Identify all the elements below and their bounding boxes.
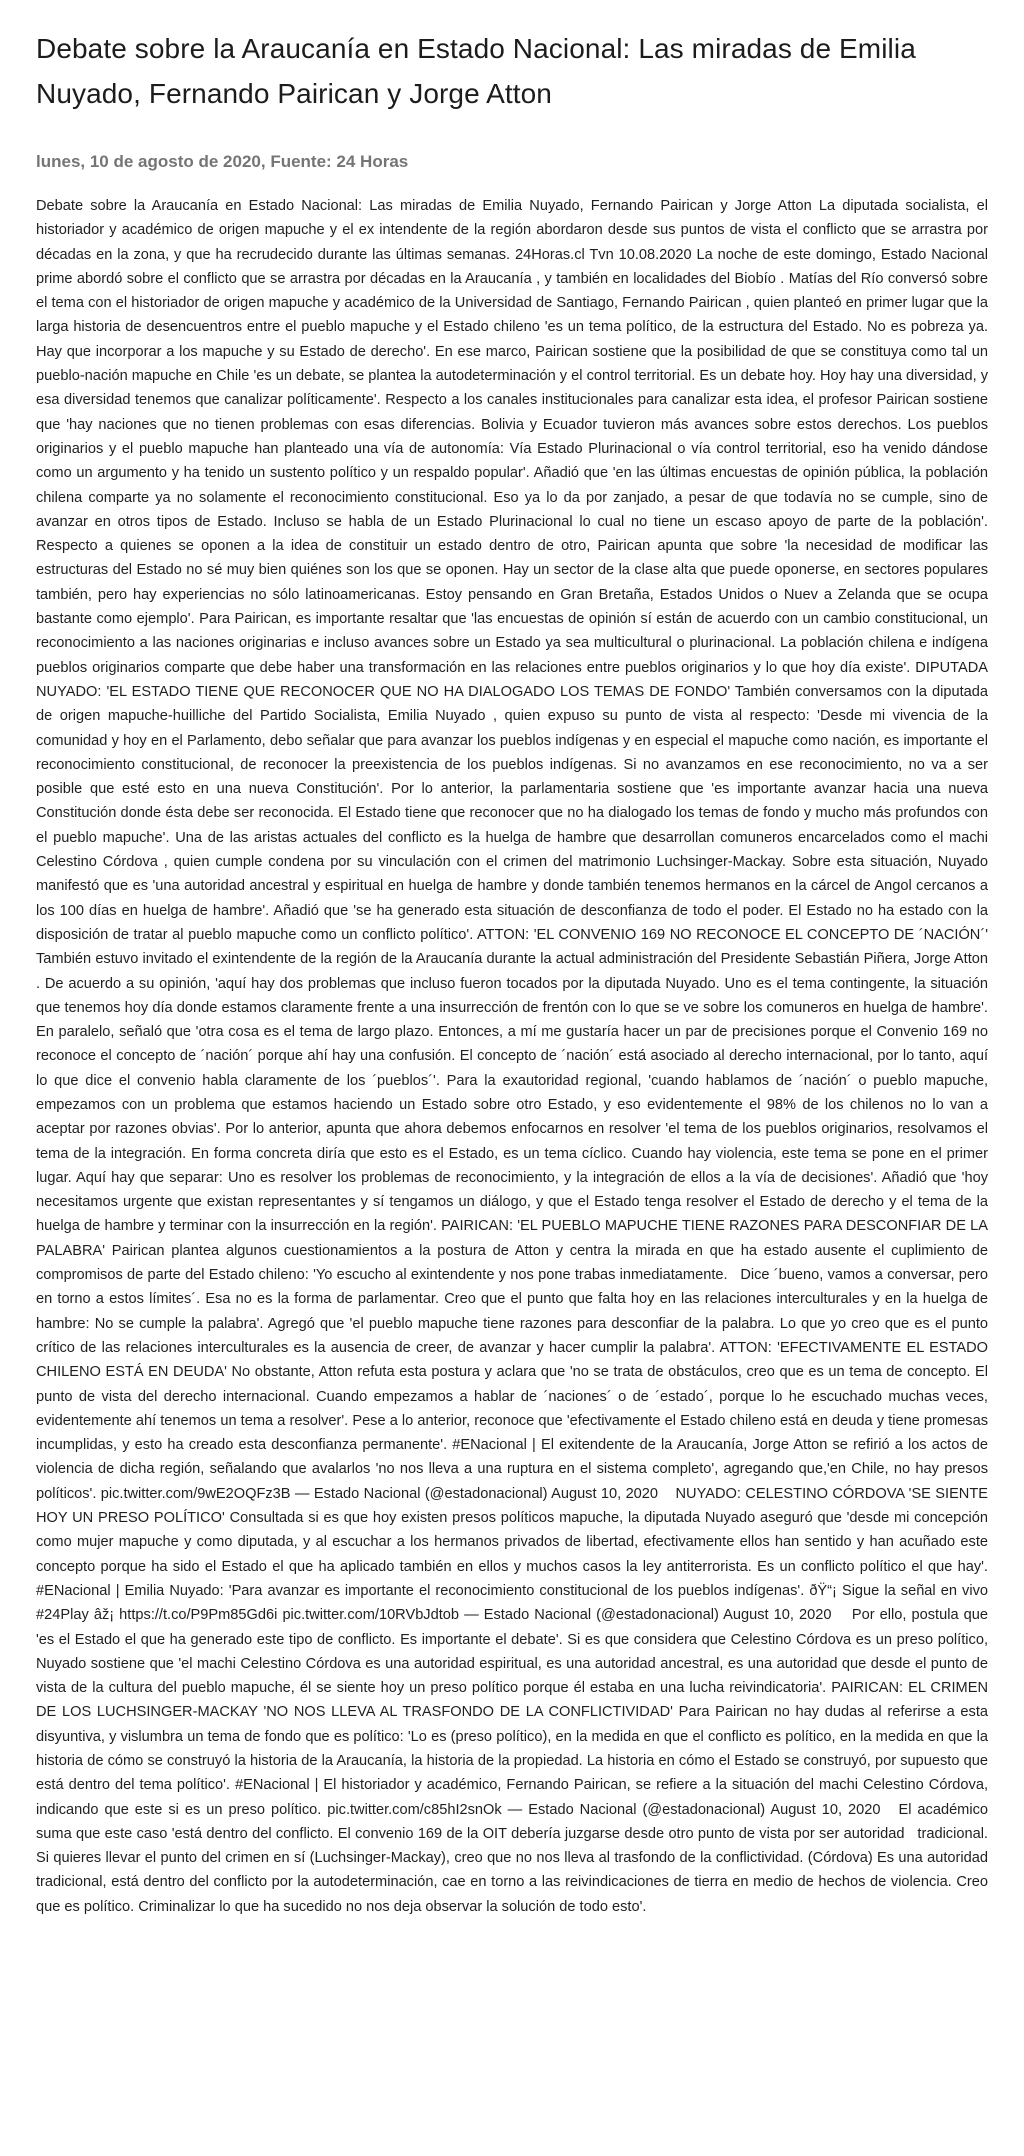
page-title: Debate sobre la Araucanía en Estado Nacional: Las miradas de Emilia Nuyado, Fernando Pairican y Jorge Atton — [36, 33, 916, 109]
article-date-source: lunes, 10 de agosto de 2020, Fuente: 24 Horas — [36, 152, 409, 171]
article-body-text: Debate sobre la Araucanía en Estado Nacional: Las miradas de Emilia Nuyado, Fernando Pairican y Jorge Atton La diputada socialista, el historiador y académico de origen mapuche y el ex intendente de la región abordaron desde sus puntos de vista el conflicto que se arrastra por décadas en la zona, y que ha recrudecido durante las últimas semanas. 24Horas.cl Tvn 10.08.2020 La noche de este domingo, Estado Nacional prime abordó sobre el conflicto que se arrastra por décadas en la Araucanía , y también en localidades del Biobío . Matías del Río conversó sobre el tema con el historiador de origen mapuche y académico de la Universidad de Santiago, Fernando Pairican , quien planteó en primer lugar que la larga historia de desencuentros entre el pueblo mapuche y el Estado chileno 'es un tema político, de la estructura del Estado. No es pobreza ya. Hay que incorporar a los mapuche y su Estado de derecho'. En ese marco, Pairican sostiene que la posibilidad de que se constituya como tal un pueblo-nación mapuche en Chile 'es un debate, se plantea la autodeterminación y el control territorial. Es un debate hoy. Hoy hay una diversidad, y esa diversidad tenemos que canalizar políticamente'. Respecto a los canales institucionales para canalizar esta idea, el profesor Pairican sostiene que 'hay naciones que no tienen problemas con esas diferencias. Bolivia y Ecuador tuvieron más avances sobre estos derechos. Los pueblos originarios y el pueblo mapuche han planteado una vía de autonomía: Vía Estado Plurinacional o vía control territorial, eso ha venido dándose como un argumento y ha tenido un sustento político y un respaldo popular'. Añadió que 'en las últimas encuestas de opinión pública, la población chilena comparte ya no solamente el reconocimiento constitucional. Eso ya lo da por zanjado, a pesar de que todavía no se cumple, sino de avanzar en otros tipos de Estado. Incluso se habla de un Estado Plurinacional lo cual no tiene un escaso apoyo de parte de la población'. Respecto a quienes se oponen a la idea de constituir un estado dentro de otro, Pairican apunta que sobre 'la necesidad de modificar las estructuras del Estado no sé muy bien quiénes son los que se oponen. Hay un sector de la clase alta que puede oponerse, en sectores populares también, pero hay experiencias no sólo latinoamericanas. Estoy pensando en Gran Bretaña, Estados Unidos o Nuev a Zelanda que se ocupa bastante como ejemplo'. Para Pairican, es importante resaltar que 'las encuestas de opinión sí están de acuerdo con un cambio constitucional, un reconocimiento a las naciones originarias e incluso avances sobre un Estado ya sea multicultural o plurinacional. La población chilena e indígena pueblos originarios comparte que debe haber una transformación en las relaciones entre pueblos originarios y lo que hoy día existe'. DIPUTADA NUYADO: 'EL ESTADO TIENE QUE RECONOCER QUE NO HA DIALOGADO LOS TEMAS DE FONDO' También conversamos con la diputada de origen mapuche-huilliche del Partido Socialista, Emilia Nuyado , quien expuso su punto de vista al respecto: 'Desde mi vivencia de la comunidad y hoy en el Parlamento, debo señalar que para avanzar los pueblos indígenas y en especial el mapuche como nación, es importante el reconocimiento constitucional, de reconocer la preexistencia de los pueblos indígenas. Si no avanzamos en ese reconocimiento, no va a ser posible que esté esto en una nueva Constitución'. Por lo anterior, la parlamentaria sostiene que 'es importante avanzar hacia una nueva Constitución donde ésta debe ser reconocida. El Estado tiene que reconocer que no ha dialogado los temas de fondo y mucho más profundos con el pueblo mapuche'. Una de las aristas actuales del conflicto es la huelga de hambre que desarrollan comuneros encarcelados como el machi Celestino Córdova , quien cumple condena por su vinculación con el crimen del matrimonio Luchsinger-Mackay. Sobre esta situación, Nuyado manifestó que es 'una autoridad ancestral y espiritual en huelga de hambre y donde también tenemos hermanos en la cárcel de Angol cercanos a los 100 días en huelga de hambre'. Añadió que 'se ha generado esta situación de desconfianza de todo el poder. El Estado no ha estado con la disposición de tratar al pueblo mapuche como un conflicto político'. ATTON: 'EL CONVENIO 169 NO RECONOCE EL CONCEPTO DE ´NACIÓN´' También estuvo invitado el exintendente de la región de la Araucanía durante la actual administración del Presidente Sebastián Piñera, Jorge Atton . De acuerdo a su opinión, 'aquí hay dos problemas que incluso fueron tocados por la diputada Nuyado. Uno es el tema contingente, la situación que tenemos hoy día donde estamos claramente frente a una insurrección de frentón con lo que se ve sobre los comuneros en huelga de hambre'. En paralelo, señaló que 'otra cosa es el tema de largo plazo. Entonces, a mí me gustaría hacer un par de precisiones porque el Convenio 169 no reconoce el concepto de ´nación´ porque ahí hay una confusión. El concepto de ´nación´ está asociado al derecho internacional, por lo tanto, aquí lo que dice el convenio habla claramente de los ´pueblos´'. Para la exautoridad regional, 'cuando hablamos de ´nación´ o pueblo mapuche, empezamos con un problema que estamos haciendo un Estado sobre otro Estado, y eso evidentemente el 98% de los chilenos no lo van a aceptar por razones obvias'. Por lo anterior, apunta que ahora debemos enfocarnos en resolver 'el tema de los pueblos originarios, resolvamos el tema de la integración. En forma concreta diría que esto es el Estado, es un tema cíclico. Cuando hay violencia, este tema se pone en el primer lugar. Aquí hay que separar: Uno es resolver los problemas de reconocimiento, y la integración de ellos a la vía de decisiones'. Añadió que 'hoy necesitamos urgente que existan representantes y sí tengamos un diálogo, y que el Estado tenga resolver el Estado de derecho y el tema de la huelga de hambre y terminar con la insurrección en la región'. PAIRICAN: 'EL PUEBLO MAPUCHE TIENE RAZONES PARA DESCONFIAR DE LA PALABRA' Pairican plantea algunos cuestionamientos a la postura de Atton y centra la mirada en que ha estado ausente el cuplimiento de compromisos de parte del Estado chileno: 'Yo escucho al exintendente y nos pone trabas inmediatamente. Dice ´bueno, vamos a conversar, pero en torno a estos límites´. Esa no es la forma de parlamentar. Creo que el punto que falta hoy en las relaciones interculturales y en la huelga de hambre: No se cumple la palabra'. Agregó que 'el pueblo mapuche tiene razones para desconfiar de la palabra. Lo que yo creo que es el punto crítico de las relaciones interculturales es la ausencia de creer, de avanzar y hacer cumplir la palabra'. ATTON: 'EFECTIVAMENTE EL ESTADO CHILENO ESTÁ EN DEUDA' No obstante, Atton refuta esta postura y aclara que 'no se trata de obstáculos, creo que es un tema de concepto. El punto de vista del derecho internacional. Cuando empezamos a hablar de ´naciones´ o de ´estado´, porque lo he escuchado muchas veces, evidentemente ahí tenemos un tema a resolver'. Pese a lo anterior, reconoce que 'efectivamente el Estado chileno está en deuda y tiene promesas incumplidas, y esto ha creado esta desconfianza permanente'. #ENacional | El exitendente de la Araucanía, Jorge Atton se refirió a los actos de violencia de dicha región, señalando que avalarlos 'no nos lleva a una ruptura en el sistema completo', agregando que,'en Chile, no hay presos políticos'. pic.twitter.com/9wE2OQFz3B — Estado Nacional (@estadonacional) August 10, 2020 NUYADO: CELESTINO CÓRDOVA 'SE SIENTE HOY UN PRESO POLÍTICO' Consultada si es que hoy existen presos políticos mapuche, la diputada Nuyado aseguró que 'desde mi concepción como mujer mapuche y como diputada, y al escuchar a los hermanos privados de libertad, efectivamente ellos han sentido y han acuñado este concepto porque ha sido el Estado el que ha aplicado también en ellos y muchos casos la ley antiterrorista. Es un conflicto político el que hay'. #ENacional | Emilia Nuyado: 'Para avanzar es importante el reconocimiento constitucional de los pueblos indígenas'. ðŸ“¡ Sigue la señal en vivo #24Play âž¡ https://t.co/P9Pm85Gd6i pic.twitter.com/10RVbJdtob — Estado Nacional (@estadonacional) August 10, 2020 Por ello, postula que 'es el Estado el que ha generado este tipo de conflicto. Es importante el debate'. Si es que considera que Celestino Córdova es un preso político, Nuyado sostiene que 'el machi Celestino Córdova es una autoridad espiritual, es una autoridad ancestral, es una autoridad que desde el punto de vista de la cultura del pueblo mapuche, él se siente hoy un preso político porque él estaba en una lucha reivindicatoria'. PAIRICAN: EL CRIMEN DE LOS LUCHSINGER-MACKAY 'NO NOS LLEVA AL TRASFONDO DE LA CONFLICTIVIDAD' Para Pairican no hay dudas al referirse a esta disyuntiva, y vislumbra un tema de fondo que es político: 'Lo es (preso político), en la medida en que el conflicto es político, en la medida en que la historia de cómo se construyó la historia de la Araucanía, la historia de la propiedad. La historia en cómo el Estado se construyó, por supuesto que está dentro del tema político'. #ENacional | El historiador y académico, Fernando Pairican, se refiere a la situación del machi Celestino Córdova, indicando que este si es un preso político. pic.twitter.com/c85hI2snOk — Estado Nacional (@estadonacional) August 10, 2020 El académico suma que este caso 'está dentro del conflicto. El convenio 169 de la OIT debería juzgarse desde otro punto de vista por ser autoridad tradicional. Si quieres llevar el punto del crimen en sí (Luchsinger-Mackay), creo que no nos lleva al trasfondo de la conflictividad. (Córdova) Es una autoridad tradicional, está dentro del conflicto por la autodeterminación, cae en torno a las reivindicaciones de tierra en medio de hechos de violencia. Creo que es político. Criminalizar lo que ha sucedido no nos deja observar la solución de todo esto'. — [36, 198, 993, 1915]
